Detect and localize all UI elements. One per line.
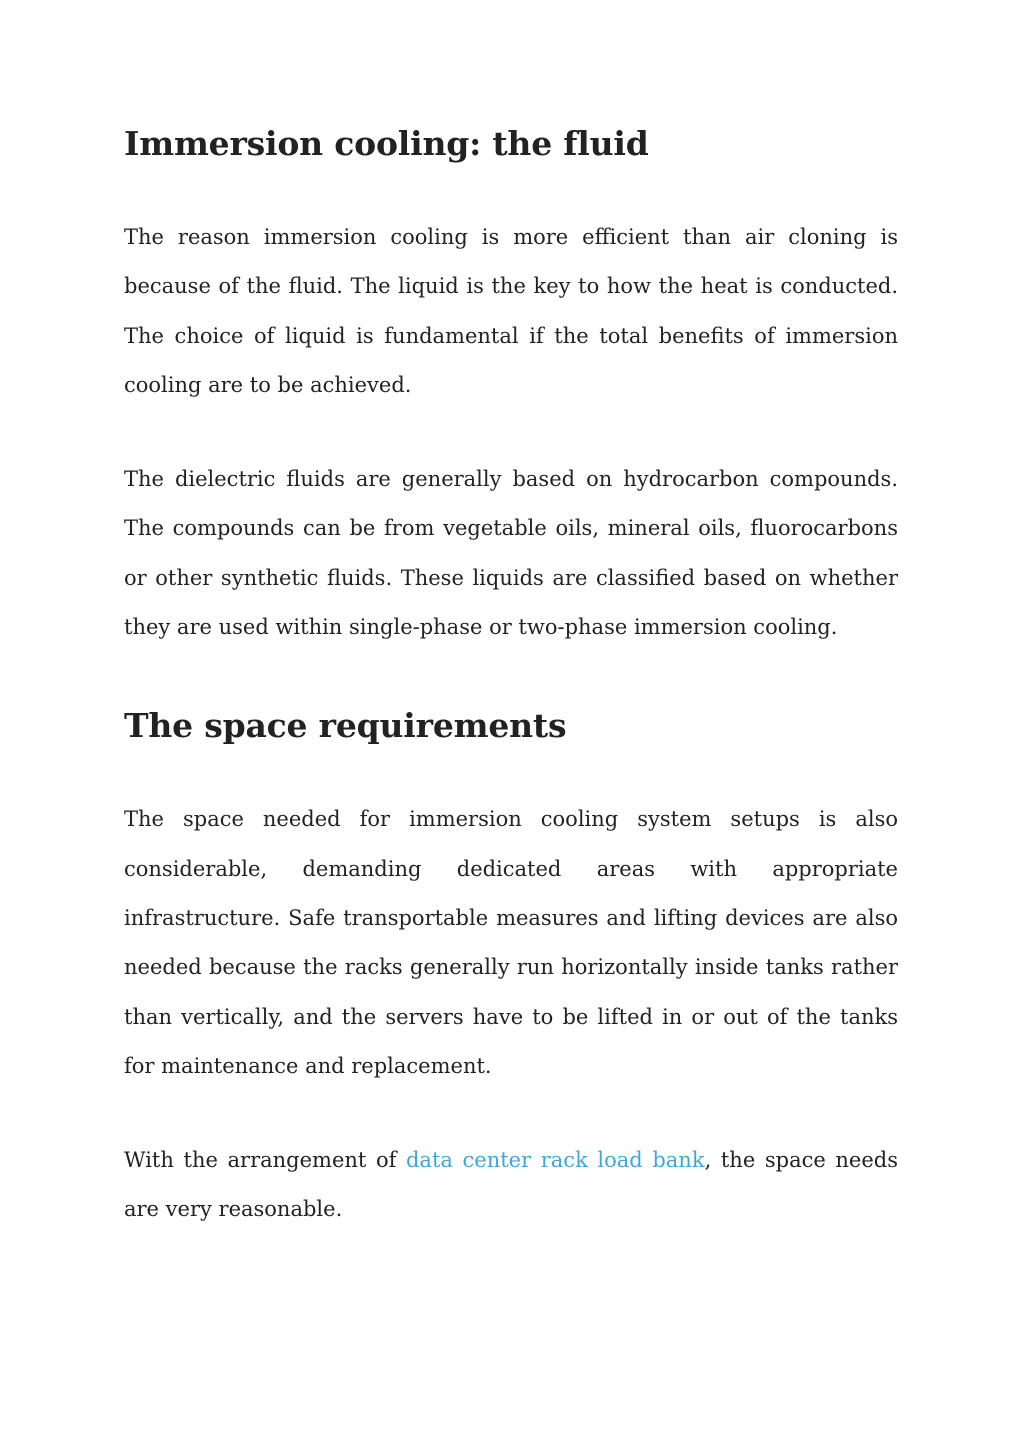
section-heading-space: The space requirements <box>124 706 567 746</box>
rack-load-bank-link[interactable]: data center rack load bank <box>405 1148 705 1173</box>
arrangement-text-after: , the space needs are very reasonable. <box>124 1148 898 1222</box>
paragraph-fluid-efficiency: The reason immersion cooling is more efficient than air cloning is because of the fluid. The liquid is the key to how the heat is conducted. The choice of liquid is fundamental if the total benefits of immersion cooling are to be achieved. <box>124 225 898 397</box>
section-heading-fluid: Immersion cooling: the fluid <box>124 124 649 163</box>
paragraph-space-needed: The space needed for immersion cooling system setups is also considerable, demanding dedicated areas with appropriate infrastructure. Safe transportable measures and lifting devices are also needed because the racks generally run horizontally inside tanks rather than vertically, and the servers have to be lifted in or out of the tanks for maintenance and replacement. <box>124 807 898 1078</box>
arrangement-text-before: With the arrangement of <box>124 1148 406 1173</box>
document-page <box>124 0 898 1235</box>
paragraph-dielectric-fluids: The dielectric fluids are generally based on hydrocarbon compounds. The compounds can be from vegetable oils, mineral oils, fluorocarbons or other synthetic fluids. These liquids are classified based on whether they are used within single-phase or two-phase immersion cooling. <box>124 467 898 640</box>
paragraph-arrangement <box>124 1136 898 1235</box>
